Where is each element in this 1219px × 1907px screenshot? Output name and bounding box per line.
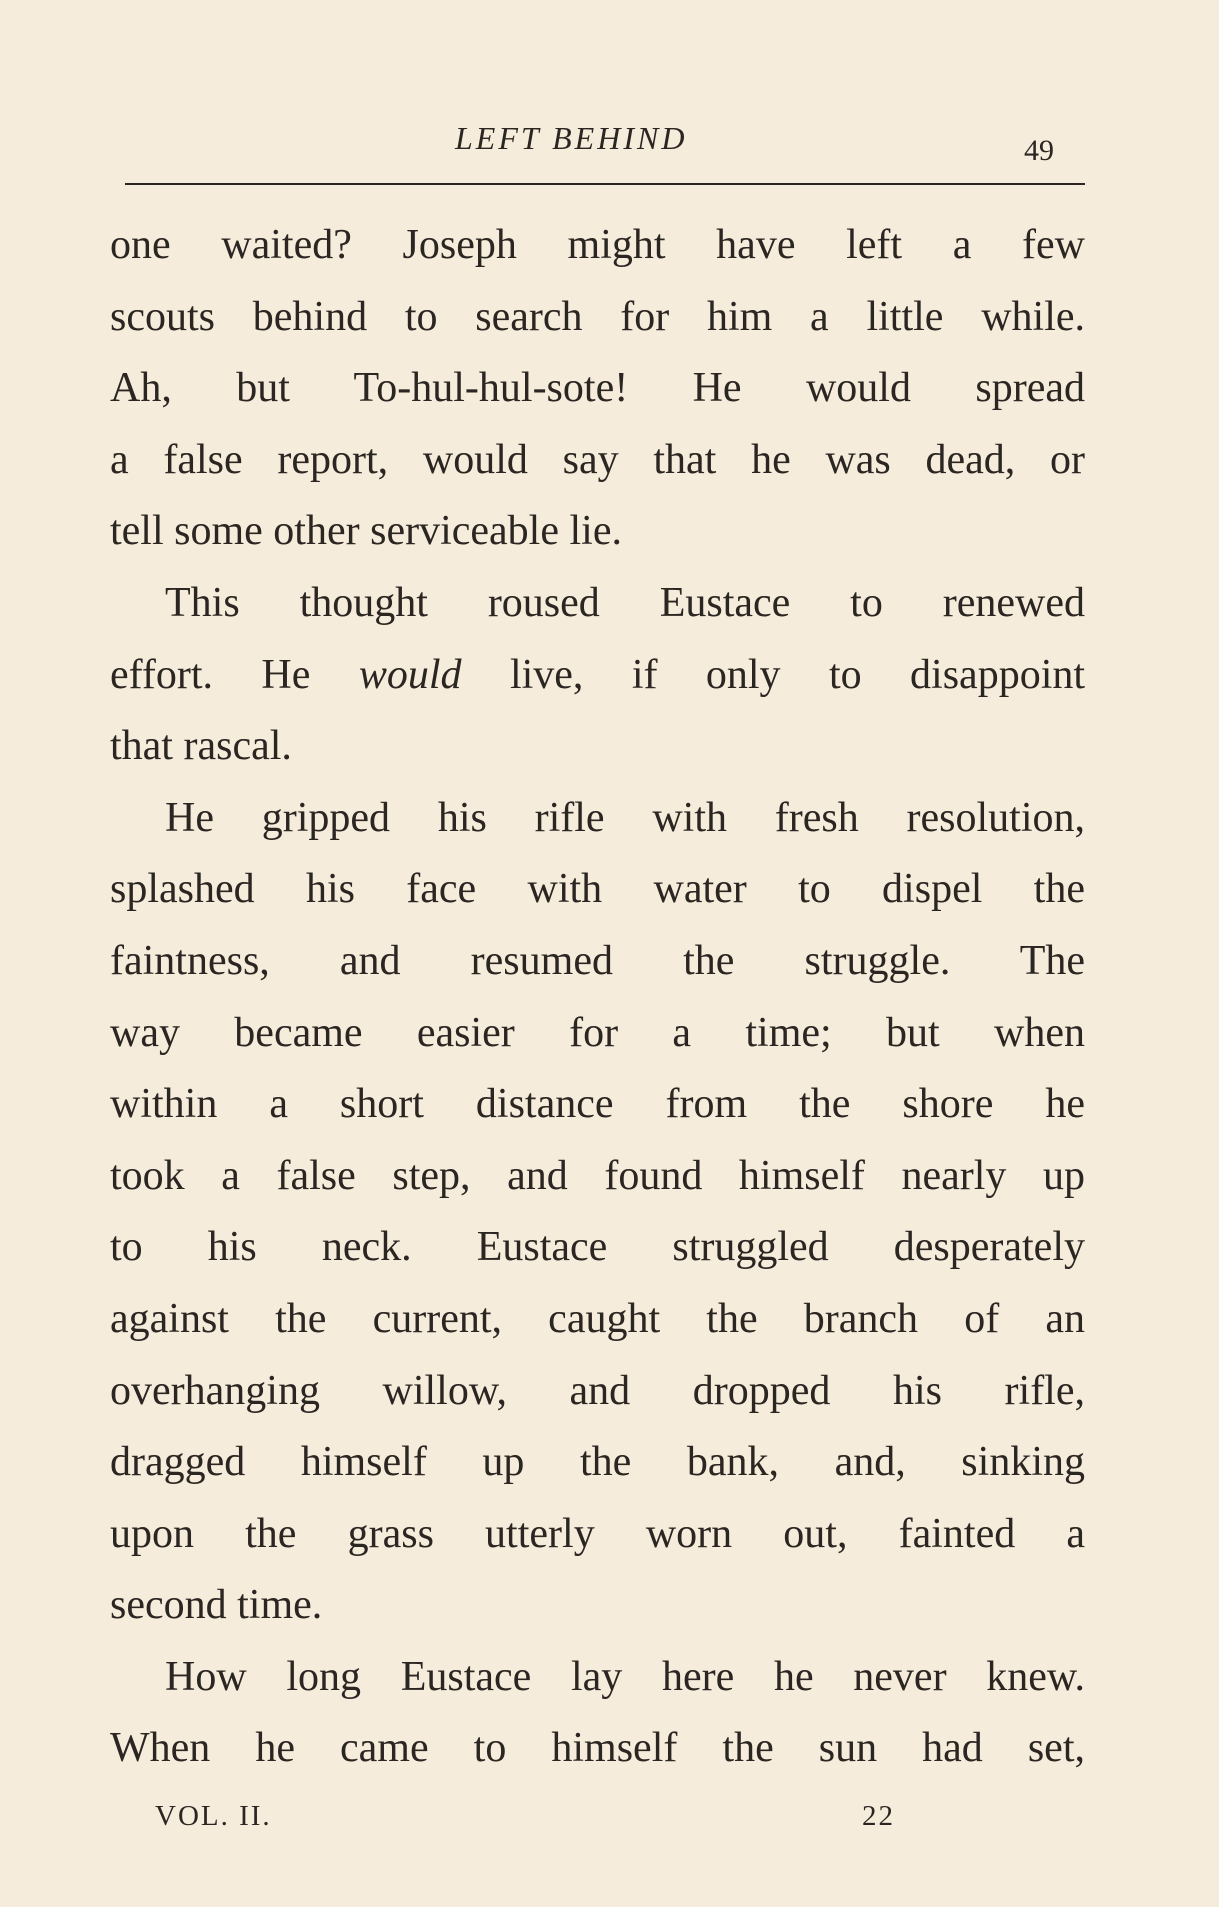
text-line: scouts behind to search for him a little while.: [110, 293, 1085, 340]
text-line: a false report, would say that he was dead, or: [110, 436, 1085, 483]
text-line: faintness, and resumed the struggle. The: [110, 937, 1085, 984]
text-fragment: live, if only to disappoint: [509, 651, 1086, 698]
page-footer: [0, 1800, 1219, 1840]
signature-mark: 22: [862, 1800, 895, 1832]
text-line: splashed his face with water to dispel the: [110, 866, 1085, 913]
volume-label: VOL. II.: [155, 1800, 272, 1832]
text-line: that rascal.: [110, 723, 292, 770]
emphasized-word: would: [358, 651, 462, 698]
text-line: to his neck. Eustace struggled desperately: [110, 1224, 1085, 1271]
text-line: dragged himself up the bank, and, sinking: [110, 1439, 1085, 1486]
text-line: When he came to himself the sun had set,: [110, 1725, 1085, 1772]
text-line: How long Eustace lay here he never knew.: [165, 1653, 1085, 1700]
page-number: 49: [1024, 134, 1054, 167]
text-line: overhanging willow, and dropped his rifle,: [110, 1367, 1085, 1414]
text-line: way became easier for a time; but when: [110, 1009, 1085, 1056]
running-title: LEFT BEHIND: [455, 120, 688, 156]
running-head: [0, 120, 1219, 170]
text-line: tell some other serviceable lie.: [110, 508, 622, 555]
text-line: This thought roused Eustace to renewed: [165, 579, 1085, 626]
header-rule: [125, 183, 1085, 185]
text-line: within a short distance from the shore he: [110, 1081, 1085, 1128]
text-line: He gripped his rifle with fresh resolution,: [165, 794, 1085, 841]
text-line: upon the grass utterly worn out, fainted a: [110, 1510, 1085, 1557]
text-line: Ah, but To-hul-hul-sote! He would spread: [110, 365, 1085, 412]
text-line-emphasis: [110, 640, 1085, 712]
text-line: against the current, caught the branch of an: [110, 1295, 1085, 1342]
text-line: one waited? Joseph might have left a few: [110, 222, 1085, 268]
body-text: [110, 210, 1085, 1785]
text-fragment: effort. He: [110, 651, 311, 698]
text-line: took a false step, and found himself nearly up: [110, 1152, 1085, 1199]
text-line: second time.: [110, 1582, 323, 1629]
